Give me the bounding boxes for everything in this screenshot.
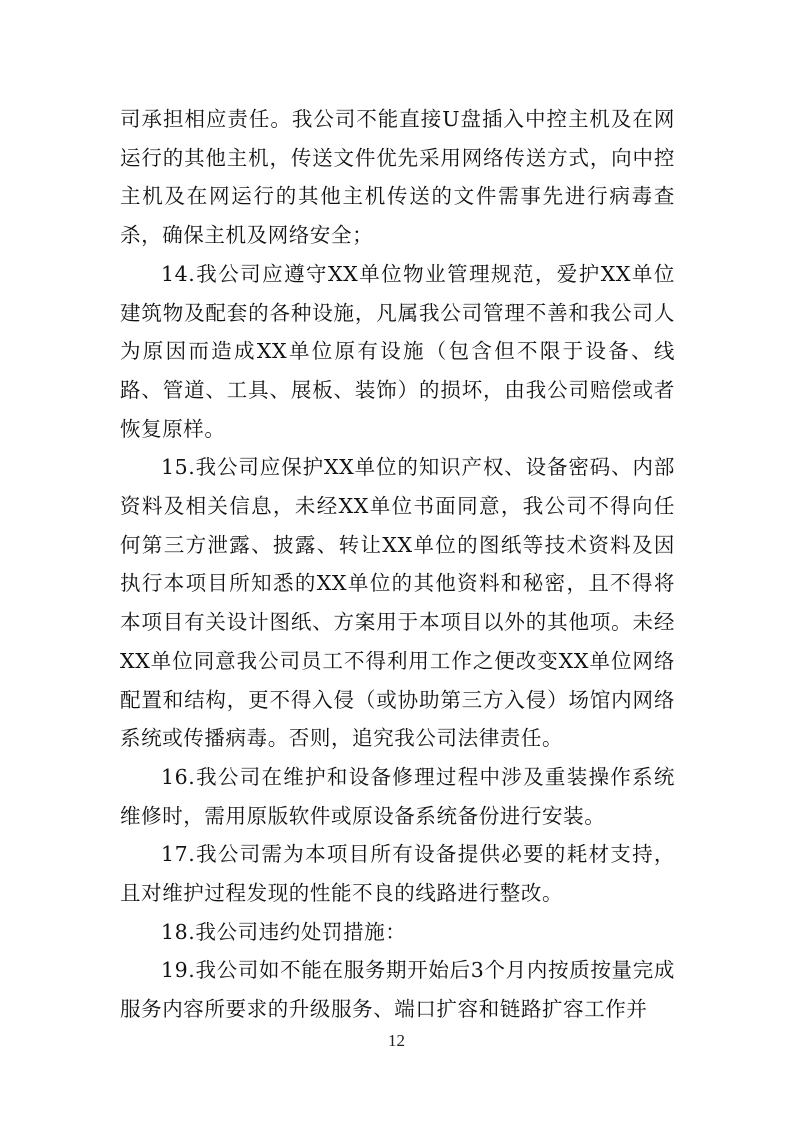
paragraph-item-16: 16.我公司在维护和设备修理过程中涉及重装操作系统维修时，需用原版软件或原设备系统备份进行安装。 (120, 764, 675, 828)
paragraph-item-19: 19.我公司如不能在服务期开始后3个月内按质按量完成服务内容所要求的升级服务、端口扩容和链路扩容工作并 (120, 958, 675, 1022)
paragraph-item-18: 18.我公司违约处罚措施： (161, 919, 407, 944)
paragraph-item-14: 14.我公司应遵守XX单位物业管理规范，爱护XX单位建筑物及配套的各种设施，凡属我公司管理不善和我公司人为原因而造成XX单位原有设施（包含但不限于设备、线路、管道、工具、展板、装饰）的损坏，由我公司赔偿或者恢复原样。 (120, 261, 675, 441)
paragraph-continuation: 司承担相应责任。我公司不能直接U盘插入中控主机及在网运行的其他主机，传送文件优先采用网络传送方式，向中控主机及在网运行的其他主机传送的文件需事先进行病毒查杀，确保主机及网络安全； (120, 107, 675, 248)
paragraph-item-17: 17.我公司需为本项目所有设备提供必要的耗材支持，且对维护过程发现的性能不良的线路进行整改。 (120, 842, 675, 906)
paragraph-item-15: 15.我公司应保护XX单位的知识产权、设备密码、内部资料及相关信息，未经XX单位书面同意，我公司不得向任何第三方泄露、披露、转让XX单位的图纸等技术资料及因执行本项目所知悉的XX单位的其他资料和秘密，且不得将本项目有关设计图纸、方案用于本项目以外的其他项。未经XX单位同意我公司员工不得利用工作之便改变XX单位网络配置和结构，更不得入侵（或协助第三方入侵）场馆内网络系统或传播病毒。否则，追究我公司法律责任。 (120, 455, 675, 751)
page-number: 12 (388, 1031, 405, 1050)
document-body (120, 100, 675, 1029)
